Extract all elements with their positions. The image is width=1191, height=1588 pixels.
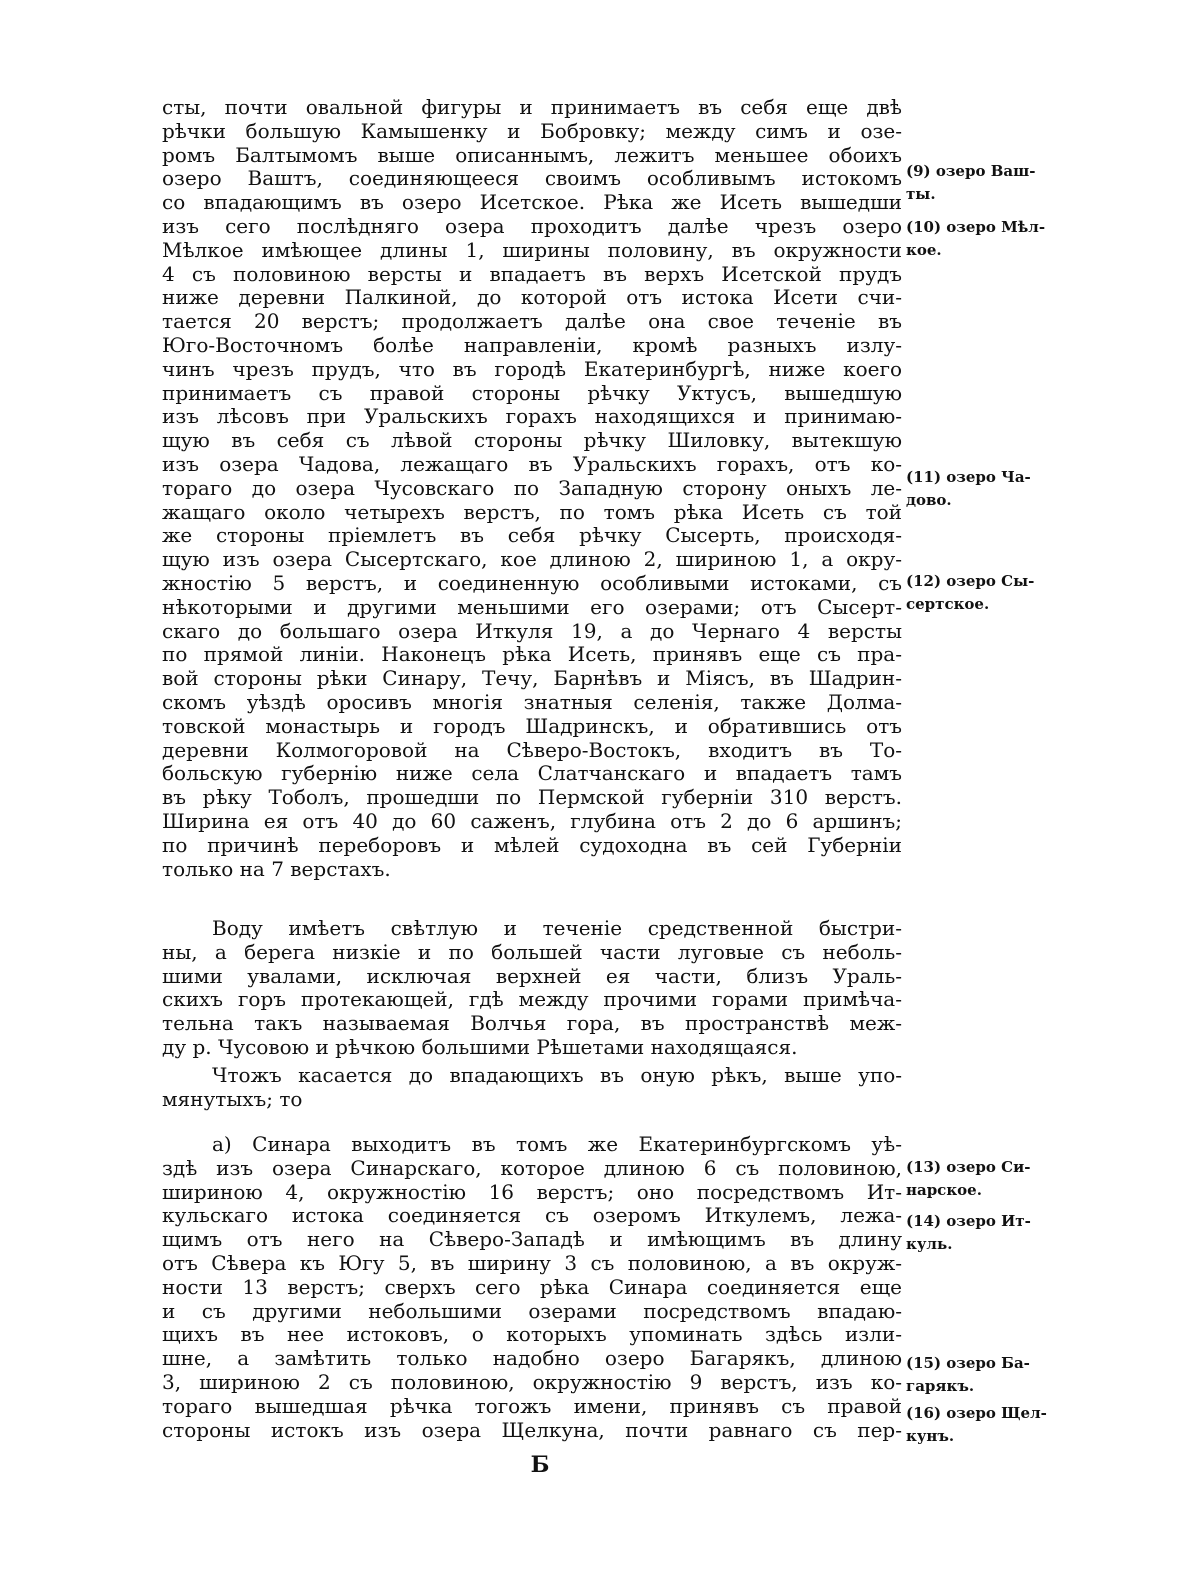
text-line: 4 съ половиною версты и впадаетъ въ верхъ Исетской прудъ bbox=[162, 261, 902, 286]
text-line: скомъ уѣздѣ оросивъ многія знатныя селенія, также Долма- bbox=[162, 689, 902, 714]
margin-note bbox=[906, 1352, 1061, 1398]
text-line: Чтожъ касается до впадающихъ въ оную рѣкъ, выше упо- bbox=[212, 1063, 902, 1087]
text-line: только на 7 верстахъ. bbox=[162, 856, 391, 881]
text-line: щую изъ озера Сысертскаго, кое длиною 2, шириною 1, а окру- bbox=[162, 547, 902, 572]
margin-note-line: сертское. bbox=[906, 595, 990, 613]
margin-note-line: (14) озеро Ит- bbox=[906, 1212, 1031, 1230]
text-line: жащаго около четырехъ верстъ, по томъ рѣка Исеть съ той bbox=[162, 499, 902, 524]
margin-note-line: (13) озеро Си- bbox=[906, 1158, 1031, 1176]
paragraph-4 bbox=[162, 1133, 902, 1442]
text-line: Ширина ея отъ 40 до 60 саженъ, глубина отъ 2 до 6 аршинъ; bbox=[162, 808, 902, 833]
margin-note-line: (15) озеро Ба- bbox=[906, 1354, 1030, 1372]
text-line: здѣ изъ озера Синарскаго, которое длиною 6 съ половиною, bbox=[162, 1155, 902, 1180]
margin-note-line: (11) озеро Ча- bbox=[906, 468, 1031, 486]
text-line: стороны истокъ изъ озера Щелкуна, почти равнаго съ пер- bbox=[162, 1417, 902, 1442]
text-line: Воду имѣетъ свѣтлую и теченіе средственной быстри- bbox=[212, 916, 902, 940]
margin-note-line: (10) озеро Мѣл- bbox=[906, 218, 1046, 236]
margin-note bbox=[906, 1210, 1061, 1256]
text-line: принимаетъ съ правой стороны рѣчку Уктусъ, вышедшую bbox=[162, 380, 902, 405]
text-line: вой стороны рѣки Синару, Течу, Барнѣвъ и Міясъ, въ Шадрин- bbox=[162, 666, 902, 691]
text-line: тается 20 верстъ; продолжаетъ далѣе она свое теченіе въ bbox=[162, 309, 902, 334]
text-line: по прямой линіи. Наконецъ рѣка Исеть, принявъ еще съ пра- bbox=[162, 642, 902, 667]
signature-mark: Б bbox=[530, 1452, 550, 1478]
text-line: въ рѣку Тоболъ, прошедши по Пермской губерніи 310 верстъ. bbox=[162, 785, 902, 810]
text-line: а) Синара выходитъ въ томъ же Екатеринбургскомъ уѣ- bbox=[212, 1132, 902, 1156]
text-line: шириною 4, окружностію 16 верстъ; оно посредствомъ Ит- bbox=[162, 1179, 902, 1204]
paragraph-2 bbox=[162, 917, 902, 1060]
text-line: тельна такъ называемая Волчья гора, въ пространствѣ меж- bbox=[162, 1011, 902, 1036]
margin-note bbox=[906, 1156, 1061, 1202]
text-line: больскую губернію ниже села Слатчанскаго и впадаетъ тамъ bbox=[162, 761, 902, 786]
text-line: со впадающимъ въ озеро Исетское. Рѣка же Исеть вышедши bbox=[162, 190, 902, 215]
text-line: изъ сего послѣдняго озера проходитъ далѣе чрезъ озеро bbox=[162, 213, 902, 238]
margin-note bbox=[906, 1402, 1061, 1448]
text-line: нѣкоторыми и другими меньшими его озерами; отъ Сысерт- bbox=[162, 594, 902, 619]
text-line: ны, а берега низкіе и по большей части луговые съ неболь- bbox=[162, 939, 902, 964]
margin-note-line: кое. bbox=[906, 241, 942, 259]
paragraph-3 bbox=[162, 1064, 902, 1112]
margin-note-line: гарякъ. bbox=[906, 1377, 975, 1395]
margin-note bbox=[906, 160, 1061, 206]
text-line: же стороны пріемлетъ въ себя рѣчку Сысерть, происходя- bbox=[162, 523, 902, 548]
text-line: шне, а замѣтить только надобно озеро Багарякъ, длиною bbox=[162, 1346, 902, 1371]
text-line: деревни Колмогоровой на Сѣверо-Востокъ, входитъ въ То- bbox=[162, 737, 902, 762]
margin-note bbox=[906, 570, 1061, 616]
text-line: Юго-Восточномъ болѣе направленіи, кромѣ разныхъ излу- bbox=[162, 332, 902, 357]
text-line: щую въ себя съ лѣвой стороны рѣчку Шиловку, вытекшую bbox=[162, 428, 902, 453]
text-line: 3, шириною 2 съ половиною, окружностію 9 верстъ, изъ ко- bbox=[162, 1369, 902, 1394]
text-line: и съ другими небольшими озерами посредствомъ впадаю- bbox=[162, 1298, 902, 1323]
text-line: щихъ въ нее истоковъ, о которыхъ упоминать здѣсь изли- bbox=[162, 1322, 902, 1347]
margin-note bbox=[906, 466, 1061, 512]
margin-note bbox=[906, 216, 1061, 262]
text-line: Мѣлкое имѣющее длины 1, ширины половину, въ окружности bbox=[162, 237, 902, 262]
margin-note-line: дово. bbox=[906, 491, 952, 509]
text-line: шими увалами, исключая верхней ея части, близъ Ураль- bbox=[162, 963, 902, 988]
text-line: ности 13 верстъ; сверхъ сего рѣка Синара соединяется еще bbox=[162, 1274, 902, 1299]
text-line: тораго до озера Чусовскаго по Западную сторону оныхъ ле- bbox=[162, 475, 902, 500]
text-line: скаго до большаго озера Иткуля 19, а до Чернаго 4 версты bbox=[162, 618, 902, 643]
paragraph-1 bbox=[162, 96, 902, 881]
margin-note-line: куль. bbox=[906, 1235, 953, 1253]
text-line: по причинѣ переборовъ и мѣлей судоходна въ сей Губерніи bbox=[162, 832, 902, 857]
text-line: тораго вышедшая рѣчка тогожъ имени, принявъ съ правой bbox=[162, 1393, 902, 1418]
text-line: ромъ Балтымомъ выше описаннымъ, лежитъ меньшее обоихъ bbox=[162, 142, 902, 167]
margin-note-line: нарское. bbox=[906, 1181, 982, 1199]
text-line: скихъ горъ протекающей, гдѣ между прочими горами примѣча- bbox=[162, 987, 902, 1012]
text-line: сты, почти овальной фигуры и принимаетъ въ себя еще двѣ bbox=[162, 95, 902, 119]
margin-note-line: (12) озеро Сы- bbox=[906, 572, 1035, 590]
text-line: мянутыхъ; то bbox=[162, 1086, 303, 1111]
text-line: ниже деревни Палкиной, до которой отъ истока Исети счи- bbox=[162, 285, 902, 310]
text-line: товской монастырь и городъ Шадринскъ, и обратившись отъ bbox=[162, 713, 902, 738]
text-line: изъ озера Чадова, лежащаго въ Уральскихъ горахъ, отъ ко- bbox=[162, 451, 902, 476]
text-line: кульскаго истока соединяется съ озеромъ Иткулемъ, лежа- bbox=[162, 1203, 902, 1228]
margin-note-line: ты. bbox=[906, 185, 936, 203]
text-line: отъ Сѣвера къ Югу 5, въ ширину 3 съ половиною, а въ окруж- bbox=[162, 1250, 902, 1275]
text-line: рѣчки большую Камышенку и Бобровку; между симъ и озе- bbox=[162, 118, 902, 143]
margin-note-line: кунъ. bbox=[906, 1427, 955, 1445]
text-line: изъ лѣсовъ при Уральскихъ горахъ находящихся и принимаю- bbox=[162, 404, 902, 429]
text-line: озеро Ваштъ, соединяющееся своимъ особливымъ истокомъ bbox=[162, 166, 902, 191]
text-line: ду р. Чусовою и рѣчкою большими Рѣшетами находящаяся. bbox=[162, 1034, 798, 1059]
text-line: жностію 5 верстъ, и соединенную особливыми истоками, съ bbox=[162, 570, 902, 595]
margin-note-line: (9) озеро Ваш- bbox=[906, 162, 1036, 180]
text-line: щимъ отъ него на Сѣверо-Западѣ и имѣющимъ въ длину bbox=[162, 1227, 902, 1252]
margin-note-line: (16) озеро Щел- bbox=[906, 1404, 1047, 1422]
text-line: чинъ чрезъ прудъ, что въ городѣ Екатеринбургѣ, ниже коего bbox=[162, 356, 902, 381]
